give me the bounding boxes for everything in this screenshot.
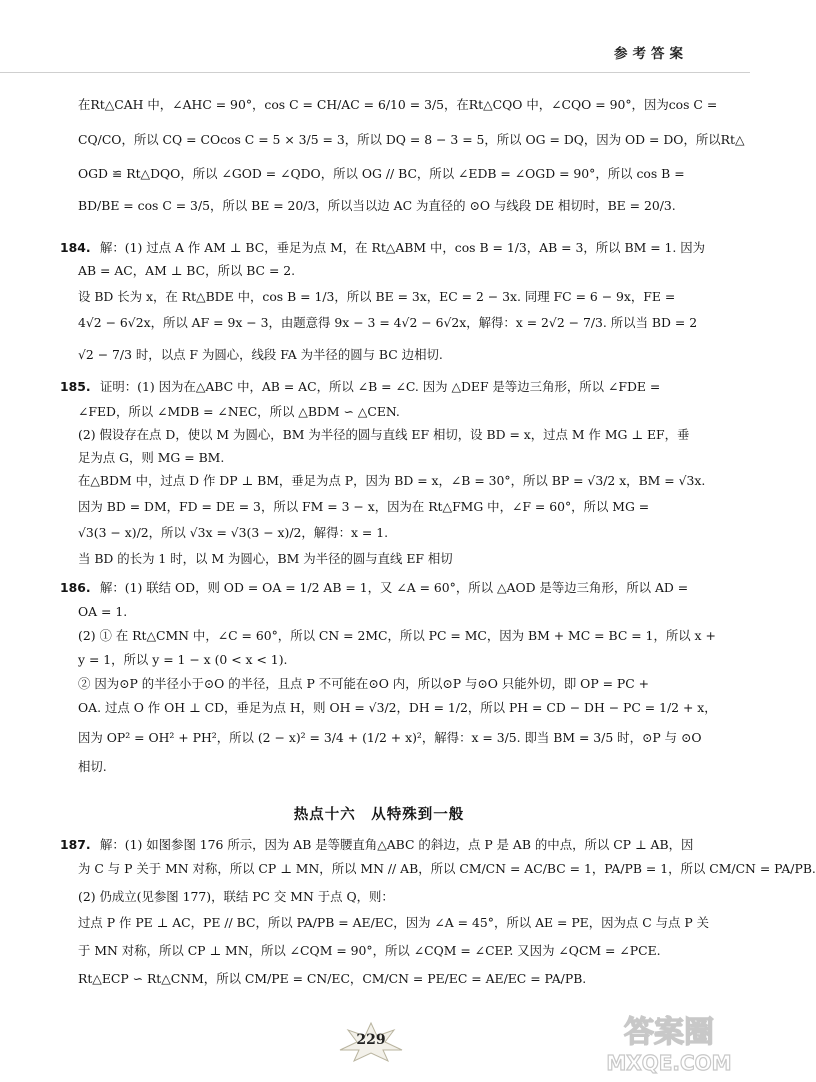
text-line bbox=[78, 131, 745, 148]
text-line bbox=[78, 314, 698, 331]
text-line bbox=[78, 550, 680, 567]
text-line bbox=[78, 603, 680, 620]
problem-line bbox=[60, 378, 680, 395]
line-text: (2) ① 在 Rt△CMN 中，∠C = 60°，所以 CN = 2MC，所以 PC = MC，因为 BM + MC = BC = 1，所以 x + bbox=[78, 628, 716, 643]
line-text: 设 BD 长为 x，在 Rt△BDE 中，cos B = 1/3，所以 BE = 3x，EC = 2 − 3x. 同理 FC = 6 − 9x，FE = bbox=[78, 289, 676, 304]
text-line bbox=[78, 942, 680, 959]
problem-number: 184. bbox=[60, 240, 91, 255]
text-line bbox=[78, 426, 690, 443]
page-number-badge bbox=[336, 1022, 406, 1062]
text-line bbox=[78, 860, 816, 877]
text-line bbox=[78, 96, 718, 113]
problem-number: 185. bbox=[60, 379, 91, 394]
text-line bbox=[78, 262, 680, 279]
line-text: 足为点 G，则 MG = BM. bbox=[78, 450, 225, 465]
text-line bbox=[78, 970, 680, 987]
watermark-text-url: MXQE.COM bbox=[606, 1051, 732, 1075]
line-text: 4√2 − 6√2x，所以 AF = 9x − 3，由题意得 9x − 3 = 4√2 − 6√2x，解得：x = 2√2 − 7/3. 所以当 BD = 2 bbox=[78, 315, 698, 330]
text-line bbox=[78, 699, 717, 716]
line-text: ∠FED，所以 ∠MDB = ∠NEC，所以 △BDM ∽ △CEN. bbox=[78, 404, 400, 419]
line-text: OA = 1. bbox=[78, 604, 128, 619]
line-text: 证明：(1) 因为在△ABC 中，AB = AC，所以 ∠B = ∠C. 因为 △DEF 是等边三角形，所以 ∠FDE = bbox=[100, 379, 661, 394]
line-text: (2) 仍成立(见参图 177)，联结 PC 交 MN 于点 Q，则： bbox=[78, 889, 394, 904]
problem-number: 187. bbox=[60, 837, 91, 852]
line-text: 在△BDM 中，过点 D 作 DP ⊥ BM，垂足为点 P，因为 BD = x，∠B = 30°，所以 BP = √3/2 x，BM = √3x. bbox=[78, 473, 706, 488]
line-text: Rt△ECP ∽ Rt△CNM，所以 CM/PE = CN/EC，CM/CN = PE/EC = AE/EC = PA/PB. bbox=[78, 971, 587, 986]
page-number: 229 bbox=[356, 1032, 386, 1048]
text-line bbox=[78, 729, 702, 746]
header-divider bbox=[0, 72, 750, 73]
line-text: OA. 过点 O 作 OH ⊥ CD，垂足为点 H，则 OH = √3/2，DH = 1/2，所以 PH = CD − DH − PC = 1/2 + x， bbox=[78, 700, 717, 715]
problem-line bbox=[60, 239, 706, 256]
problem-line bbox=[60, 579, 689, 596]
line-text: 解：(1) 联结 OD，则 OD = OA = 1/2 AB = 1，又 ∠A = 60°，所以 △AOD 是等边三角形，所以 AD = bbox=[100, 580, 689, 595]
line-text: 当 BD 的长为 1 时，以 M 为圆心，BM 为半径的圆与直线 EF 相切 bbox=[78, 551, 453, 566]
text-line bbox=[78, 288, 680, 305]
line-text: CQ/CO，所以 CQ = COcos C = 5 × 3/5 = 3，所以 DQ = 8 − 3 = 5，所以 OG = DQ，因为 OD = DO，所以Rt△ bbox=[78, 132, 745, 147]
problem-line bbox=[60, 836, 694, 853]
line-text: y = 1，所以 y = 1 − x (0 < x < 1). bbox=[78, 652, 288, 667]
line-text: AB = AC，AM ⊥ BC，所以 BC = 2. bbox=[78, 263, 296, 278]
text-line bbox=[78, 498, 680, 515]
text-line bbox=[78, 675, 680, 692]
text-line bbox=[78, 888, 680, 905]
section-heading: 热点十六 从特殊到一般 bbox=[293, 807, 465, 823]
text-line bbox=[78, 627, 716, 644]
line-text: 于 MN 对称，所以 CP ⊥ MN，所以 ∠CQM = 90°，所以 ∠CQM = ∠CEP. 又因为 ∠QCM = ∠PCE. bbox=[78, 943, 661, 958]
text-line bbox=[78, 651, 680, 668]
text-line bbox=[78, 758, 680, 775]
watermark-logo-icon bbox=[594, 1006, 744, 1078]
problem-number: 186. bbox=[60, 580, 91, 595]
line-text: 因为 OP² = OH² + PH²，所以 (2 − x)² = 3/4 + (1/2 + x)²，解得：x = 3/5. 即当 BM = 3/5 时，⊙P 与 ⊙O bbox=[78, 730, 702, 745]
text-line bbox=[78, 403, 680, 420]
text-line bbox=[78, 449, 680, 466]
text-line bbox=[78, 346, 680, 363]
line-text: √3(3 − x)/2，所以 √3x = √3(3 − x)/2，解得：x = 1. bbox=[78, 525, 389, 540]
text-line bbox=[78, 197, 680, 214]
line-text: 在Rt△CAH 中，∠AHC = 90°，cos C = CH/AC = 6/10 = 3/5，在Rt△CQO 中，∠CQO = 90°，因为cos C = bbox=[78, 97, 718, 112]
line-text: 因为 BD = DM，FD = DE = 3，所以 FM = 3 − x，因为在 Rt△FMG 中，∠F = 60°，所以 MG = bbox=[78, 499, 650, 514]
text-line bbox=[78, 472, 706, 489]
text-line bbox=[78, 914, 710, 931]
line-text: 解：(1) 过点 A 作 AM ⊥ BC，垂足为点 M，在 Rt△ABM 中，cos B = 1/3，AB = 3，所以 BM = 1. 因为 bbox=[100, 240, 706, 255]
line-text: √2 − 7/3 时，以点 F 为圆心，线段 FA 为半径的圆与 BC 边相切. bbox=[78, 347, 443, 362]
line-text: 解：(1) 如图参图 176 所示，因为 AB 是等腰直角△ABC 的斜边，点 P 是 AB 的中点，所以 CP ⊥ AB，因 bbox=[100, 837, 694, 852]
line-text: (2) 假设存在点 D，使以 M 为圆心，BM 为半径的圆与直线 EF 相切，设 BD = x，过点 M 作 MG ⊥ EF，垂 bbox=[78, 427, 690, 442]
line-text: ② 因为⊙P 的半径小于⊙O 的半径，且点 P 不可能在⊙O 内，所以⊙P 与⊙O 只能外切，即 OP = PC + bbox=[78, 676, 650, 691]
line-text: 相切. bbox=[78, 759, 107, 774]
line-text: OGD ≌ Rt△DQO，所以 ∠GOD = ∠QDO，所以 OG // BC，所以 ∠EDB = ∠OGD = 90°，所以 cos B = bbox=[78, 166, 685, 181]
text-line bbox=[78, 165, 685, 182]
line-text: 为 C 与 P 关于 MN 对称，所以 CP ⊥ MN，所以 MN // AB，所以 CM/CN = AC/BC = 1，PA/PB = 1，所以 CM/CN = PA/PB. bbox=[78, 861, 816, 876]
line-text: BD/BE = cos C = 3/5，所以 BE = 20/3，所以当以边 AC 为直径的 ⊙O 与线段 DE 相切时，BE = 20/3. bbox=[78, 198, 676, 213]
text-line bbox=[78, 524, 680, 541]
watermark-text-cn: 答案圈 bbox=[624, 1015, 714, 1050]
running-header-title: 参考答案 bbox=[614, 46, 688, 62]
line-text: 过点 P 作 PE ⊥ AC，PE // BC，所以 PA/PB = AE/EC，因为 ∠A = 45°，所以 AE = PE，因为点 C 与点 P 关 bbox=[78, 915, 710, 930]
